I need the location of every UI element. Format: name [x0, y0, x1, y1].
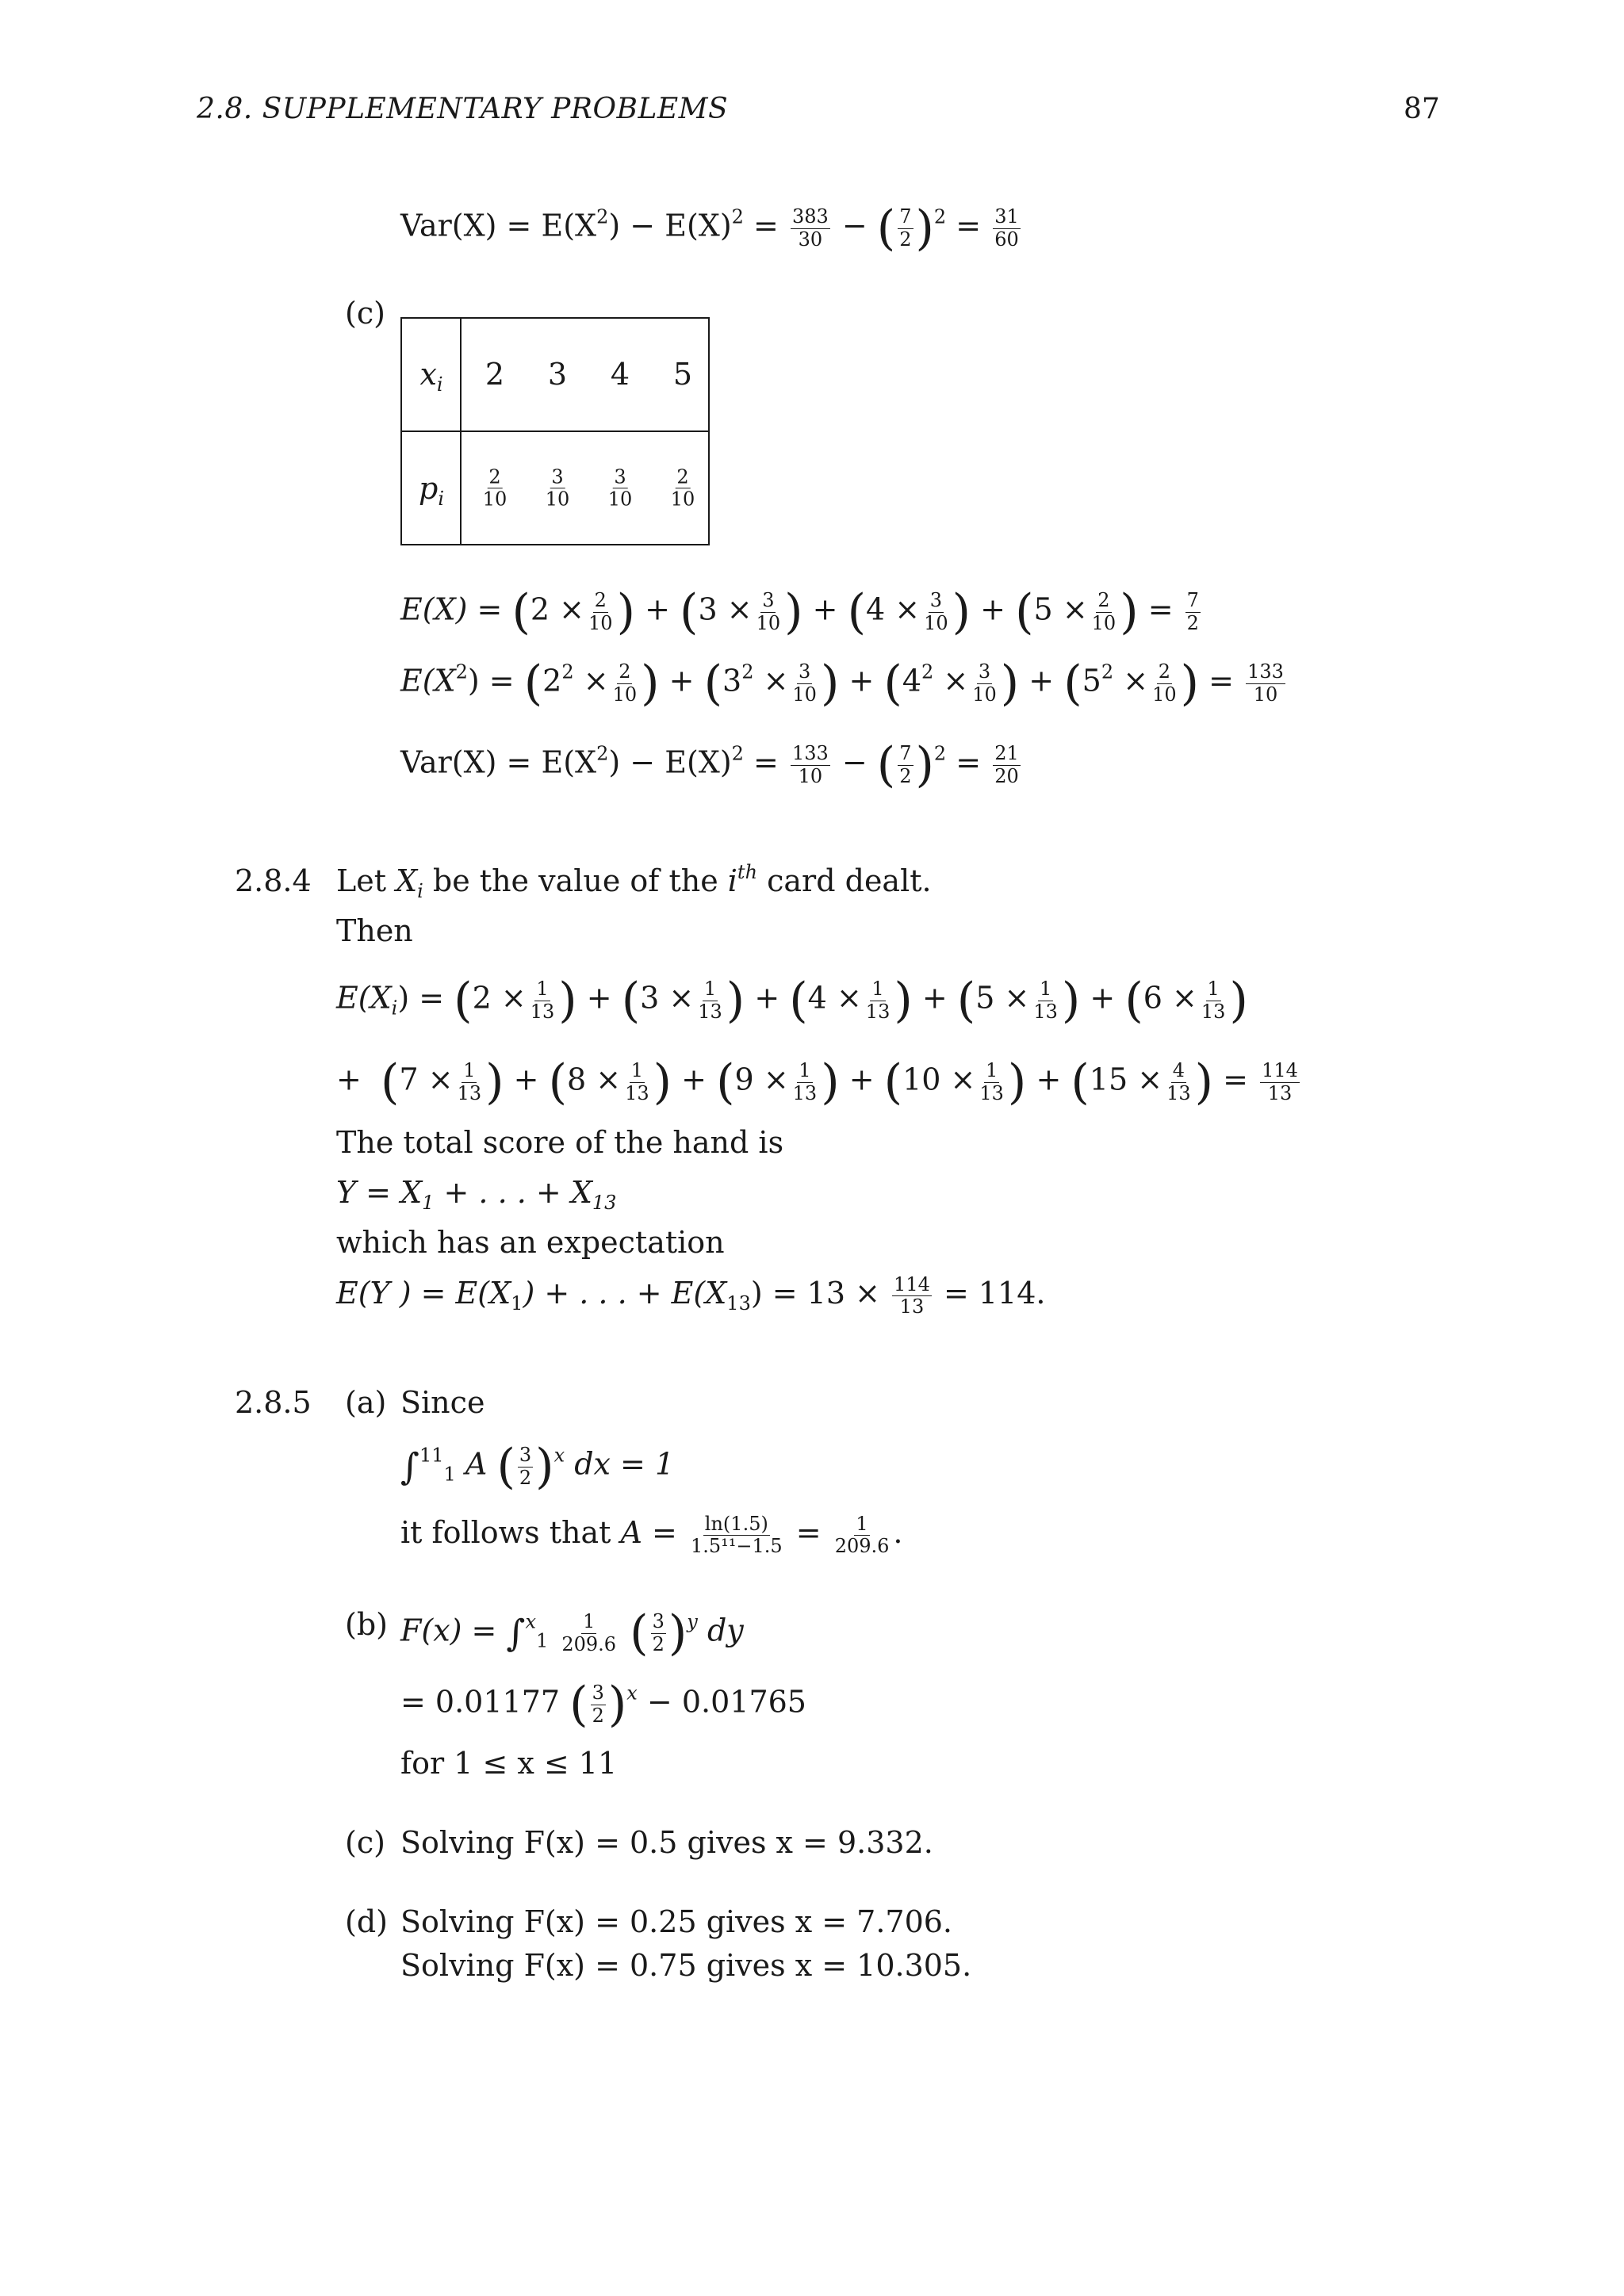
part-c2-label: (c) [345, 1825, 385, 1860]
second-moment-equation: $E(X^2) = (2^2$ × $\frac{2}{10}$ ) + ($3^2$ × $\frac{3}{10}$ ) + ($4^2$ × $\frac{3}{10}$ ) + ($5^2$ × $\frac{2}{10}$ ) = $\frac{133}{10}$ [400, 656, 1284, 711]
table-cell-x: 4 [610, 357, 630, 392]
cdf-closed-form: = 0.01177 ( $\frac{3}{2}$ )$^x$ − 0.01765 [400, 1677, 806, 1732]
fraction: $\frac{31}{60}$ [994, 205, 1019, 251]
lower-quartile-result: Solving F(x) = 0.25 gives x = 7.706. [400, 1904, 953, 1939]
cdf-equation: F(x) = ∫$^x_1$ $\frac{1}{209.6}$ ( $\frac{3}{2}$ )$^y$ dy [400, 1605, 744, 1661]
table-row-label-x: $x_i$ [419, 357, 443, 396]
problem-284-then: Then [336, 913, 413, 948]
total-score-text: The total score of the hand is [336, 1125, 784, 1160]
table-cell-p: $\frac{2}{10}$ [482, 465, 508, 511]
table-cell-p: $\frac{3}{10}$ [545, 465, 570, 511]
expectation-equation: E(X) = (2 × $\frac{2}{10}$ ) + (3 × $\frac{3}{10}$ ) + (4 × $\frac{3}{10}$ ) + (5 × $\frac{2}{10}$ ) = $\frac{7}{2}$ [400, 584, 1199, 640]
part-c-label: (c) [345, 296, 385, 331]
problem-number-285: 2.8.5 [235, 1385, 312, 1420]
problem-284-line1: Let $X_i$ be the value of the $i^{th}$ card dealt. [336, 861, 932, 902]
ey-equation: E(Y ) = $E(X_1)$ + . . . + $E(X_{13}) = 13$ × $\frac{114}{13}$ = 114. [336, 1273, 1046, 1318]
problem-number-284: 2.8.4 [235, 863, 312, 898]
part-d-label: (d) [345, 1904, 388, 1939]
table-cell-p: $\frac{2}{10}$ [670, 465, 695, 511]
var-equation-c: $Var(X) = E(X^2) - E(X)^2$ = $\frac{133}{10}$ − ( $\frac{7}{2}$ )$^2$ = $\frac{21}{20}$ [400, 737, 1019, 793]
eq-sign: = [956, 208, 982, 243]
part-a-result: it follows that A = $\frac{\ln(1.5)}{\text{1.5¹¹−1.5}}$ = $\frac{1}{209.6}$ . [400, 1513, 903, 1558]
table-cell-p: $\frac{3}{10}$ [607, 465, 633, 511]
minus-sign: − [841, 208, 868, 243]
table-row-label-p: $p_i$ [418, 471, 445, 510]
page-number: 87 [1404, 93, 1440, 125]
cdf-domain: for 1 ≤ x ≤ 11 [400, 1746, 618, 1781]
expectation-text: which has an expectation [336, 1225, 725, 1260]
median-result: Solving F(x) = 0.5 gives x = 9.332. [400, 1825, 933, 1860]
eq-sign: = [753, 208, 779, 243]
fraction: $\frac{7}{2}$ [899, 205, 912, 251]
part-a-label: (a) [345, 1385, 387, 1420]
fraction: $\frac{383}{30}$ [791, 205, 829, 251]
part-b-label: (b) [345, 1607, 388, 1642]
integral-equation-a: ∫$^{11}_1$ A ( $\frac{3}{2}$ )$^x$ dx = 1 [400, 1439, 675, 1494]
running-header: 2.8. SUPPLEMENTARY PROBLEMS [197, 93, 729, 125]
table-cell-x: 3 [547, 357, 568, 392]
var-mid: ) − E(X) [608, 208, 732, 243]
table-cell-x: 5 [672, 357, 693, 392]
var-lhs: Var(X) = E(X [400, 208, 597, 243]
part-a-since: Since [400, 1385, 485, 1420]
var-equation-b: $Var(X) = E(X^2) - E(X)^2$ = $\frac{383}{30}$ − ( $\frac{7}{2}$ )$^2$ = $\frac{31}{60}$ [400, 201, 1019, 256]
table-cell-x: 2 [485, 357, 505, 392]
distribution-table [400, 317, 710, 545]
y-sum-equation: $Y = X_1$ + . . . + $X_{13}$ [336, 1175, 617, 1214]
upper-quartile-result: Solving F(x) = 0.75 gives x = 10.305. [400, 1948, 972, 1983]
exi-equation-row1: $E(X_i) = (2$ × $\frac{1}{13}$ ) + (3 × $\frac{1}{13}$ ) + (4 × $\frac{1}{13}$ ) + (5 × $\frac{1}{13}$ ) + (6 × $\frac{1}{13}$ ) [336, 973, 1248, 1028]
exi-equation-row2: + (7 × $\frac{1}{13}$ ) + (8 × $\frac{1}{13}$ ) + (9 × $\frac{1}{13}$ ) + (10 × $\frac{1}{13}$ ) + (15 × $\frac{4}{13}$ ) = $\frac{114}{13}$ [336, 1054, 1298, 1110]
